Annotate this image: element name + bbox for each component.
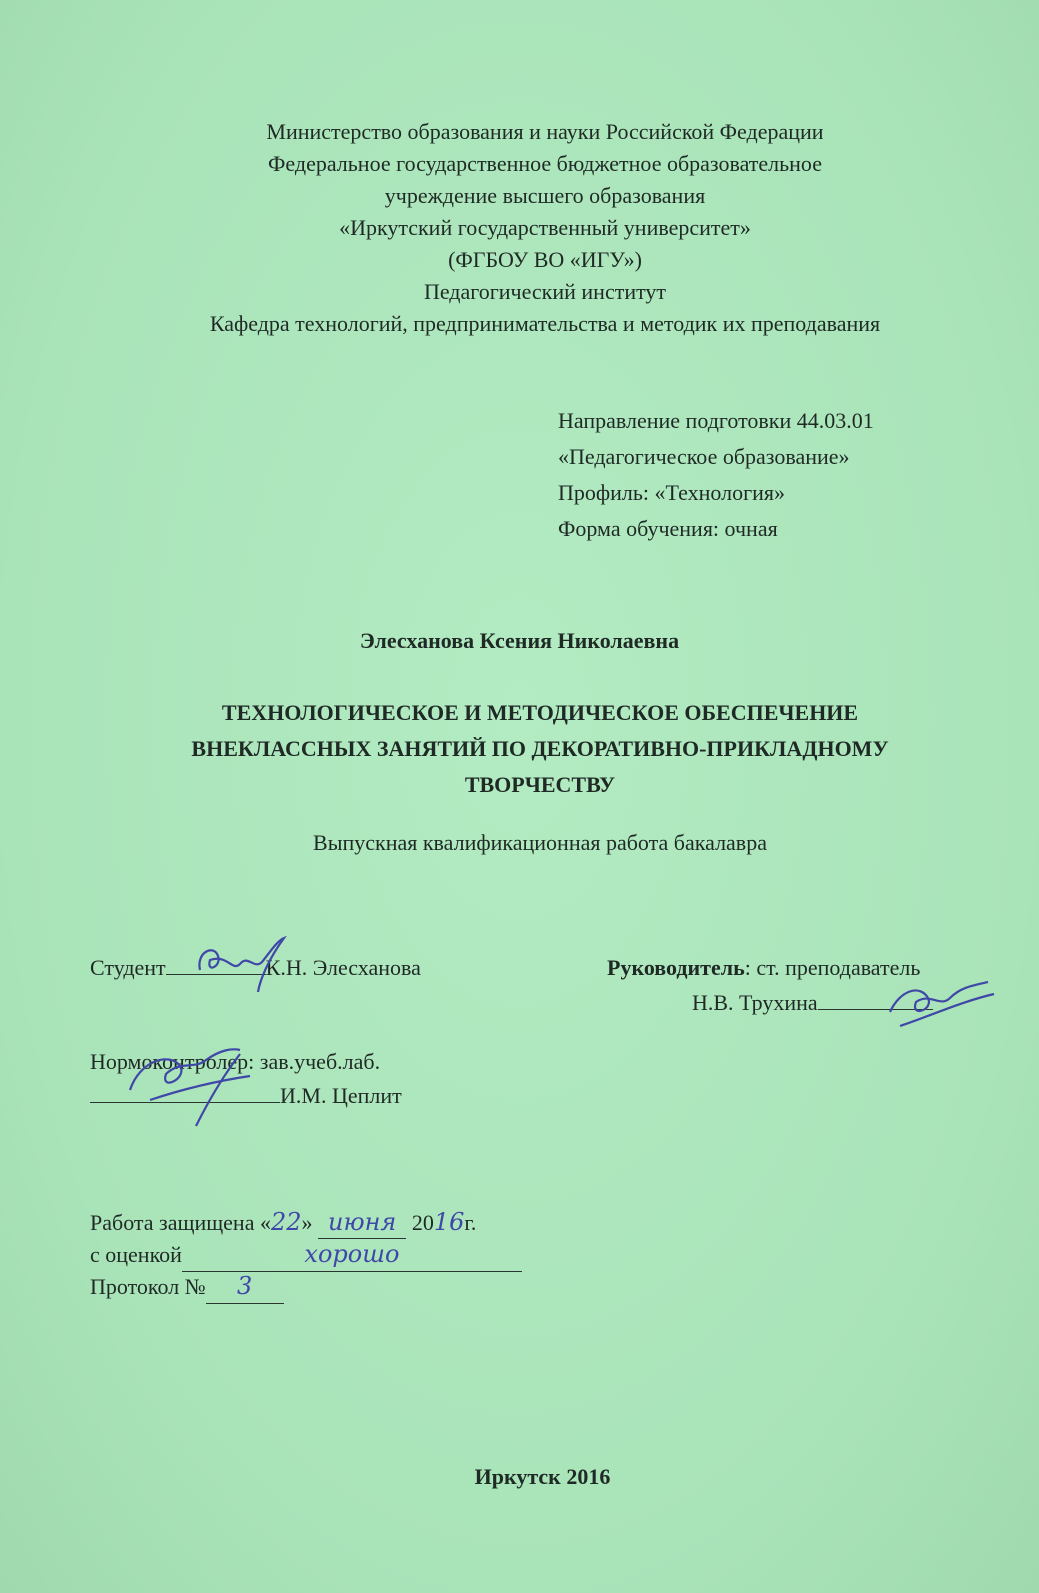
title-line-2: ВНЕКЛАССНЫХ ЗАНЯТИЙ ПО ДЕКОРАТИВНО-ПРИКЛАДНОМУ xyxy=(191,736,889,761)
header-line-ministry: Министерство образования и науки Российской Федерации xyxy=(266,119,824,144)
title-line-3: ТВОРЧЕСТВУ xyxy=(464,772,616,797)
supervisor-rank: : ст. преподаватель xyxy=(744,955,921,980)
program-direction: Направление подготовки 44.03.01 xyxy=(558,408,874,433)
program-study-form: Форма обучения: очная xyxy=(558,516,778,541)
work-type: Выпускная квалификационная работа бакалавра xyxy=(313,830,767,855)
thesis-title xyxy=(110,695,970,803)
header-line-university: «Иркутский государственный университет» xyxy=(339,215,751,240)
defense-year-prefix: 20 xyxy=(411,1210,434,1235)
header-line-institute: Педагогический институт xyxy=(423,279,667,304)
defense-year-hand: 16 xyxy=(433,1208,465,1236)
author-name: Элесханова Ксения Николаевна xyxy=(359,628,680,653)
protocol-number: 3 xyxy=(237,1272,253,1300)
header-line-department: Кафедра технологий, предпринимательства и методик их преподавания xyxy=(209,311,881,336)
defense-day: 22 xyxy=(270,1208,302,1236)
defense-year-suffix: г. xyxy=(464,1210,477,1235)
header-line-abbreviation: (ФГБОУ ВО «ИГУ») xyxy=(448,247,642,272)
student-name: К.Н. Элесханова xyxy=(265,955,421,980)
supervisor-label: Руководитель xyxy=(607,955,745,980)
program-profile: Профиль: «Технология» xyxy=(558,480,785,505)
protocol-label: Протокол № xyxy=(90,1274,206,1299)
title-line-1: ТЕХНОЛОГИЧЕСКОЕ И МЕТОДИЧЕСКОЕ ОБЕСПЕЧЕНИЕ xyxy=(221,700,859,725)
defense-month: июня xyxy=(318,1206,406,1239)
header-line-federal: Федеральное государственное бюджетное образовательное xyxy=(268,151,822,176)
defense-date-line xyxy=(90,1206,476,1239)
grade-label: с оценкой xyxy=(90,1242,182,1267)
supervisor-signature xyxy=(870,972,1000,1037)
norm-control-signature xyxy=(110,1030,260,1130)
institution-header xyxy=(90,116,1000,340)
norm-control-name: И.М. Цеплит xyxy=(280,1083,402,1108)
header-line-institution-type: учреждение высшего образования xyxy=(384,183,706,208)
defense-quote-close: » xyxy=(301,1210,313,1235)
norm-control-label: Нормоконтролер: зав.учеб.лаб. xyxy=(90,1049,381,1074)
defense-label: Работа защищена « xyxy=(90,1210,271,1235)
student-label: Студент xyxy=(90,955,166,980)
student-signature xyxy=(188,930,298,995)
supervisor-name: Н.В. Трухина xyxy=(692,990,818,1015)
program-info xyxy=(558,403,874,547)
protocol-line xyxy=(90,1270,284,1304)
grade-value: хорошо xyxy=(304,1240,400,1268)
program-name: «Педагогическое образование» xyxy=(558,444,850,469)
city-year: Иркутск 2016 xyxy=(474,1464,611,1489)
grade-line xyxy=(90,1238,522,1272)
